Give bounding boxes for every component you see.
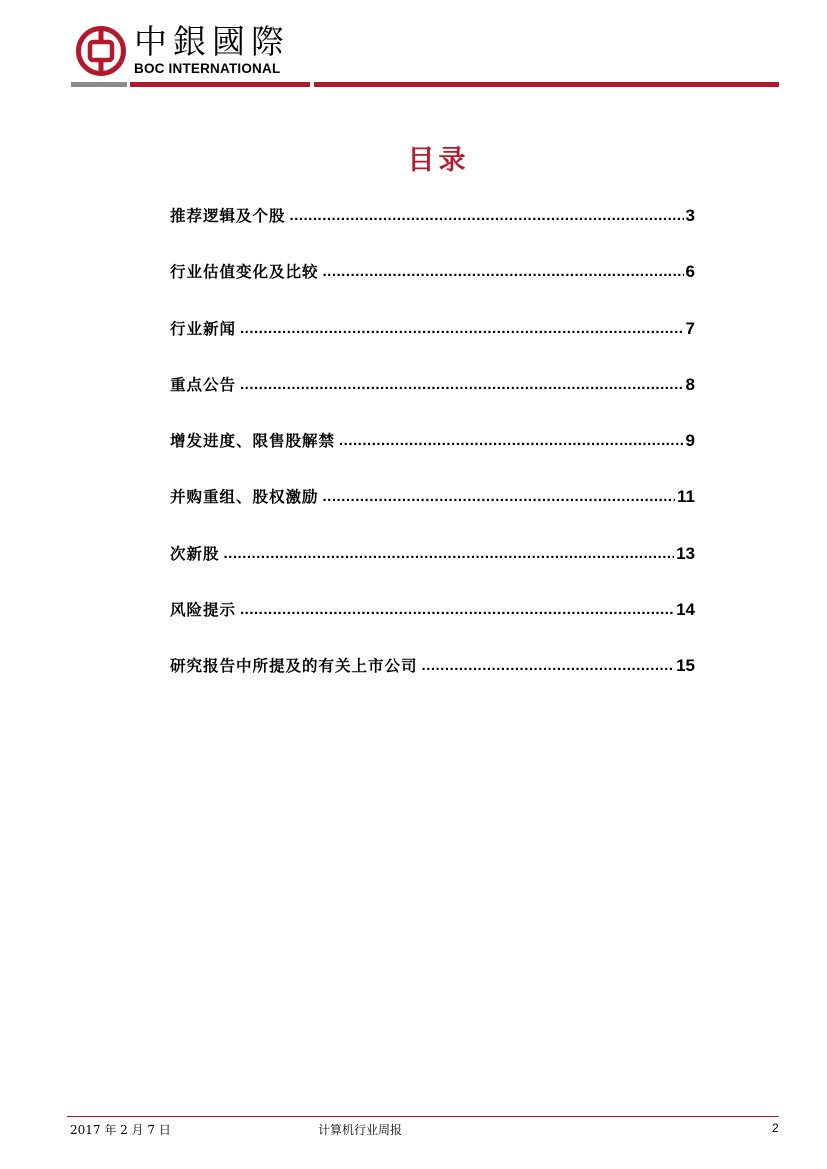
toc-dot-leader: [339, 426, 684, 456]
toc-entry-label: 研究报告中所提及的有关上市公司: [170, 657, 418, 676]
toc-entry-page: 3: [685, 206, 695, 225]
toc-entry[interactable]: [170, 257, 695, 313]
toc-entry-label: 行业新闻: [170, 319, 237, 338]
toc-dot-leader: [224, 539, 675, 569]
toc-entry-label: 次新股: [170, 544, 220, 563]
footer-date: 2017 年 2 月 7 日: [70, 1123, 171, 1137]
toc-entry-page: 14: [676, 600, 695, 620]
toc-dot-leader: [240, 314, 684, 344]
toc-dot-leader: [290, 201, 684, 231]
toc-entry-label: 风险提示: [170, 601, 237, 620]
header-divider-red-long: [314, 82, 779, 87]
header-divider-gray: [71, 82, 127, 87]
toc-entry-page: 15: [676, 656, 695, 676]
toc-entry-page: 9: [685, 431, 695, 451]
toc-entry[interactable]: [170, 482, 695, 538]
toc-entry[interactable]: [170, 201, 695, 257]
toc-entry-label: 增发进度、限售股解禁: [170, 432, 336, 451]
toc-entry-label: 重点公告: [170, 375, 237, 394]
footer-page-number: 2: [772, 1121, 779, 1135]
toc-entry-page: 11: [677, 487, 695, 507]
footer-report-title: 计算机行业周报: [318, 1123, 403, 1137]
logo-chinese-name: 中銀國際: [134, 22, 290, 61]
toc-dot-leader: [323, 257, 684, 287]
toc-dot-leader: [422, 651, 675, 681]
toc-dot-leader: [240, 370, 684, 400]
header-divider-red-short: [130, 82, 310, 87]
toc-entry[interactable]: [170, 539, 695, 595]
company-logo: [76, 24, 316, 78]
toc-list: [170, 201, 695, 708]
logo-english-name: BOC INTERNATIONAL: [134, 61, 281, 76]
boc-logo-icon: [76, 26, 126, 76]
toc-entry[interactable]: [170, 651, 695, 707]
toc-entry-page: 7: [685, 318, 695, 338]
toc-dot-leader: [323, 482, 676, 512]
toc-entry-page: 13: [676, 543, 695, 563]
toc-entry-label: 推荐逻辑及个股: [170, 207, 286, 225]
toc-entry[interactable]: [170, 314, 695, 370]
toc-dot-leader: [240, 595, 674, 625]
toc-entry[interactable]: [170, 370, 695, 426]
toc-entry-label: 并购重组、股权激励: [170, 488, 319, 507]
toc-entry-label: 行业估值变化及比较: [170, 263, 319, 282]
toc-entry[interactable]: [170, 426, 695, 482]
toc-title: 目录: [407, 145, 470, 176]
toc-entry-page: 6: [685, 262, 695, 282]
toc-entry-page: 8: [685, 374, 695, 394]
toc-entry[interactable]: [170, 595, 695, 651]
footer-divider: [67, 1116, 779, 1117]
